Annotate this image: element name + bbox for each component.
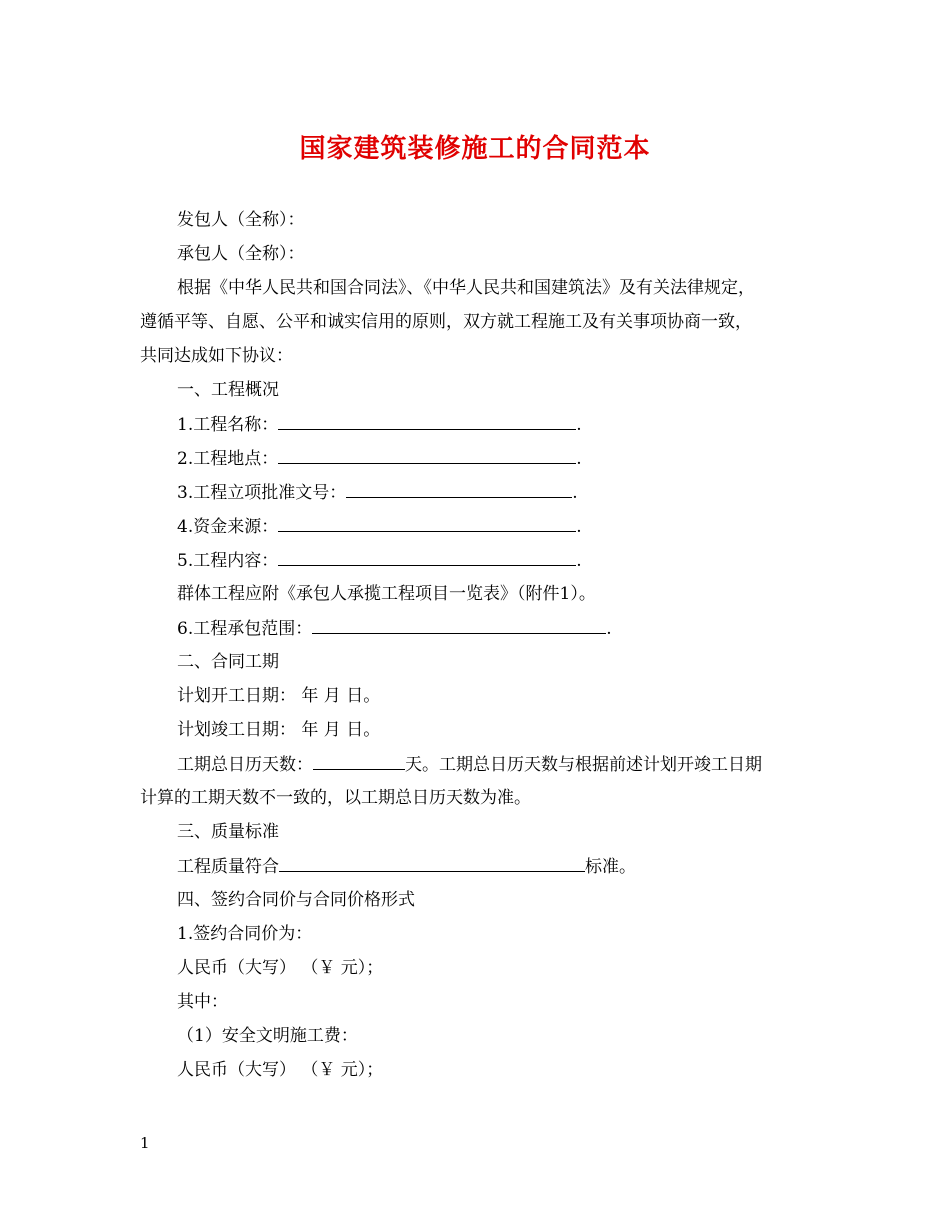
employer-line: 发包人（全称）： xyxy=(177,210,305,230)
among-label: 其中： xyxy=(177,992,228,1012)
contract-scope-line xyxy=(177,616,612,641)
quality-standard-end: 标准。 xyxy=(585,857,636,877)
planned-start-line: 计划开工日期： 年 月 日。 xyxy=(177,686,381,706)
basis-paragraph-line-1: 根据《中华人民共和国合同法》、《中华人民共和国建筑法》及有关法律规定， xyxy=(177,278,755,298)
fund-source-blank xyxy=(278,514,576,532)
contract-scope-label: 6.工程承包范围： xyxy=(177,619,313,639)
quality-standard-label: 工程质量符合 xyxy=(177,857,279,877)
project-name-label: 1.工程名称： xyxy=(177,415,279,435)
quality-standard-blank xyxy=(279,854,585,872)
project-location-line xyxy=(177,446,582,471)
total-days-label: 工期总日历天数： xyxy=(177,755,313,775)
contract-price-label: 1.签约合同价为： xyxy=(177,924,313,944)
approval-number-end: . xyxy=(572,483,578,503)
page-number: 1 xyxy=(140,1134,150,1152)
fund-source-end: . xyxy=(576,517,582,537)
contract-scope-blank xyxy=(312,616,606,634)
total-days-continuation: 计算的工期天数不一致的，以工期总日历天数为准。 xyxy=(140,788,531,808)
section-2-heading: 二、合同工期 xyxy=(177,652,279,672)
quality-standard-line xyxy=(177,854,636,879)
project-content-blank xyxy=(278,548,576,566)
project-location-label: 2.工程地点： xyxy=(177,449,279,469)
basis-paragraph-line-3: 共同达成如下协议： xyxy=(140,346,293,366)
project-location-end: . xyxy=(576,449,582,469)
project-content-label: 5.工程内容： xyxy=(177,551,279,571)
basis-paragraph-line-2: 遵循平等、自愿、公平和诚实信用的原则，双方就工程施工及有关事项协商一致， xyxy=(140,312,752,332)
total-days-line xyxy=(177,752,762,777)
rmb-amount-line-1: 人民币（大写） （￥ 元）； xyxy=(177,958,384,978)
total-days-blank xyxy=(313,752,405,770)
planned-finish-line: 计划竣工日期： 年 月 日。 xyxy=(177,720,381,740)
rmb-amount-line-2: 人民币（大写） （￥ 元）； xyxy=(177,1060,384,1080)
document-title: 国家建筑装修施工的合同范本 xyxy=(299,134,651,164)
project-name-line xyxy=(177,412,582,437)
section-3-heading: 三、质量标准 xyxy=(177,822,279,842)
fund-source-label: 4.资金来源： xyxy=(177,517,279,537)
contract-scope-end: . xyxy=(606,619,612,639)
fund-source-line xyxy=(177,514,582,539)
safety-fee-line: （1）安全文明施工费： xyxy=(177,1026,358,1046)
section-4-heading: 四、签约合同价与合同价格形式 xyxy=(177,890,415,910)
project-content-end: . xyxy=(576,551,582,571)
section-1-heading: 一、工程概况 xyxy=(177,380,279,400)
project-name-end: . xyxy=(576,415,582,435)
approval-number-line xyxy=(177,480,578,505)
approval-number-blank xyxy=(346,480,572,498)
contractor-line: 承包人（全称）： xyxy=(177,244,305,264)
project-name-blank xyxy=(278,412,576,430)
total-days-text: 天。工期总日历天数与根据前述计划开竣工日期 xyxy=(405,755,762,775)
project-content-line xyxy=(177,548,582,573)
project-location-blank xyxy=(278,446,576,464)
approval-number-label: 3.工程立项批准文号： xyxy=(177,483,347,503)
group-project-note: 群体工程应附《承包人承揽工程项目一览表》（附件1）。 xyxy=(177,584,596,604)
